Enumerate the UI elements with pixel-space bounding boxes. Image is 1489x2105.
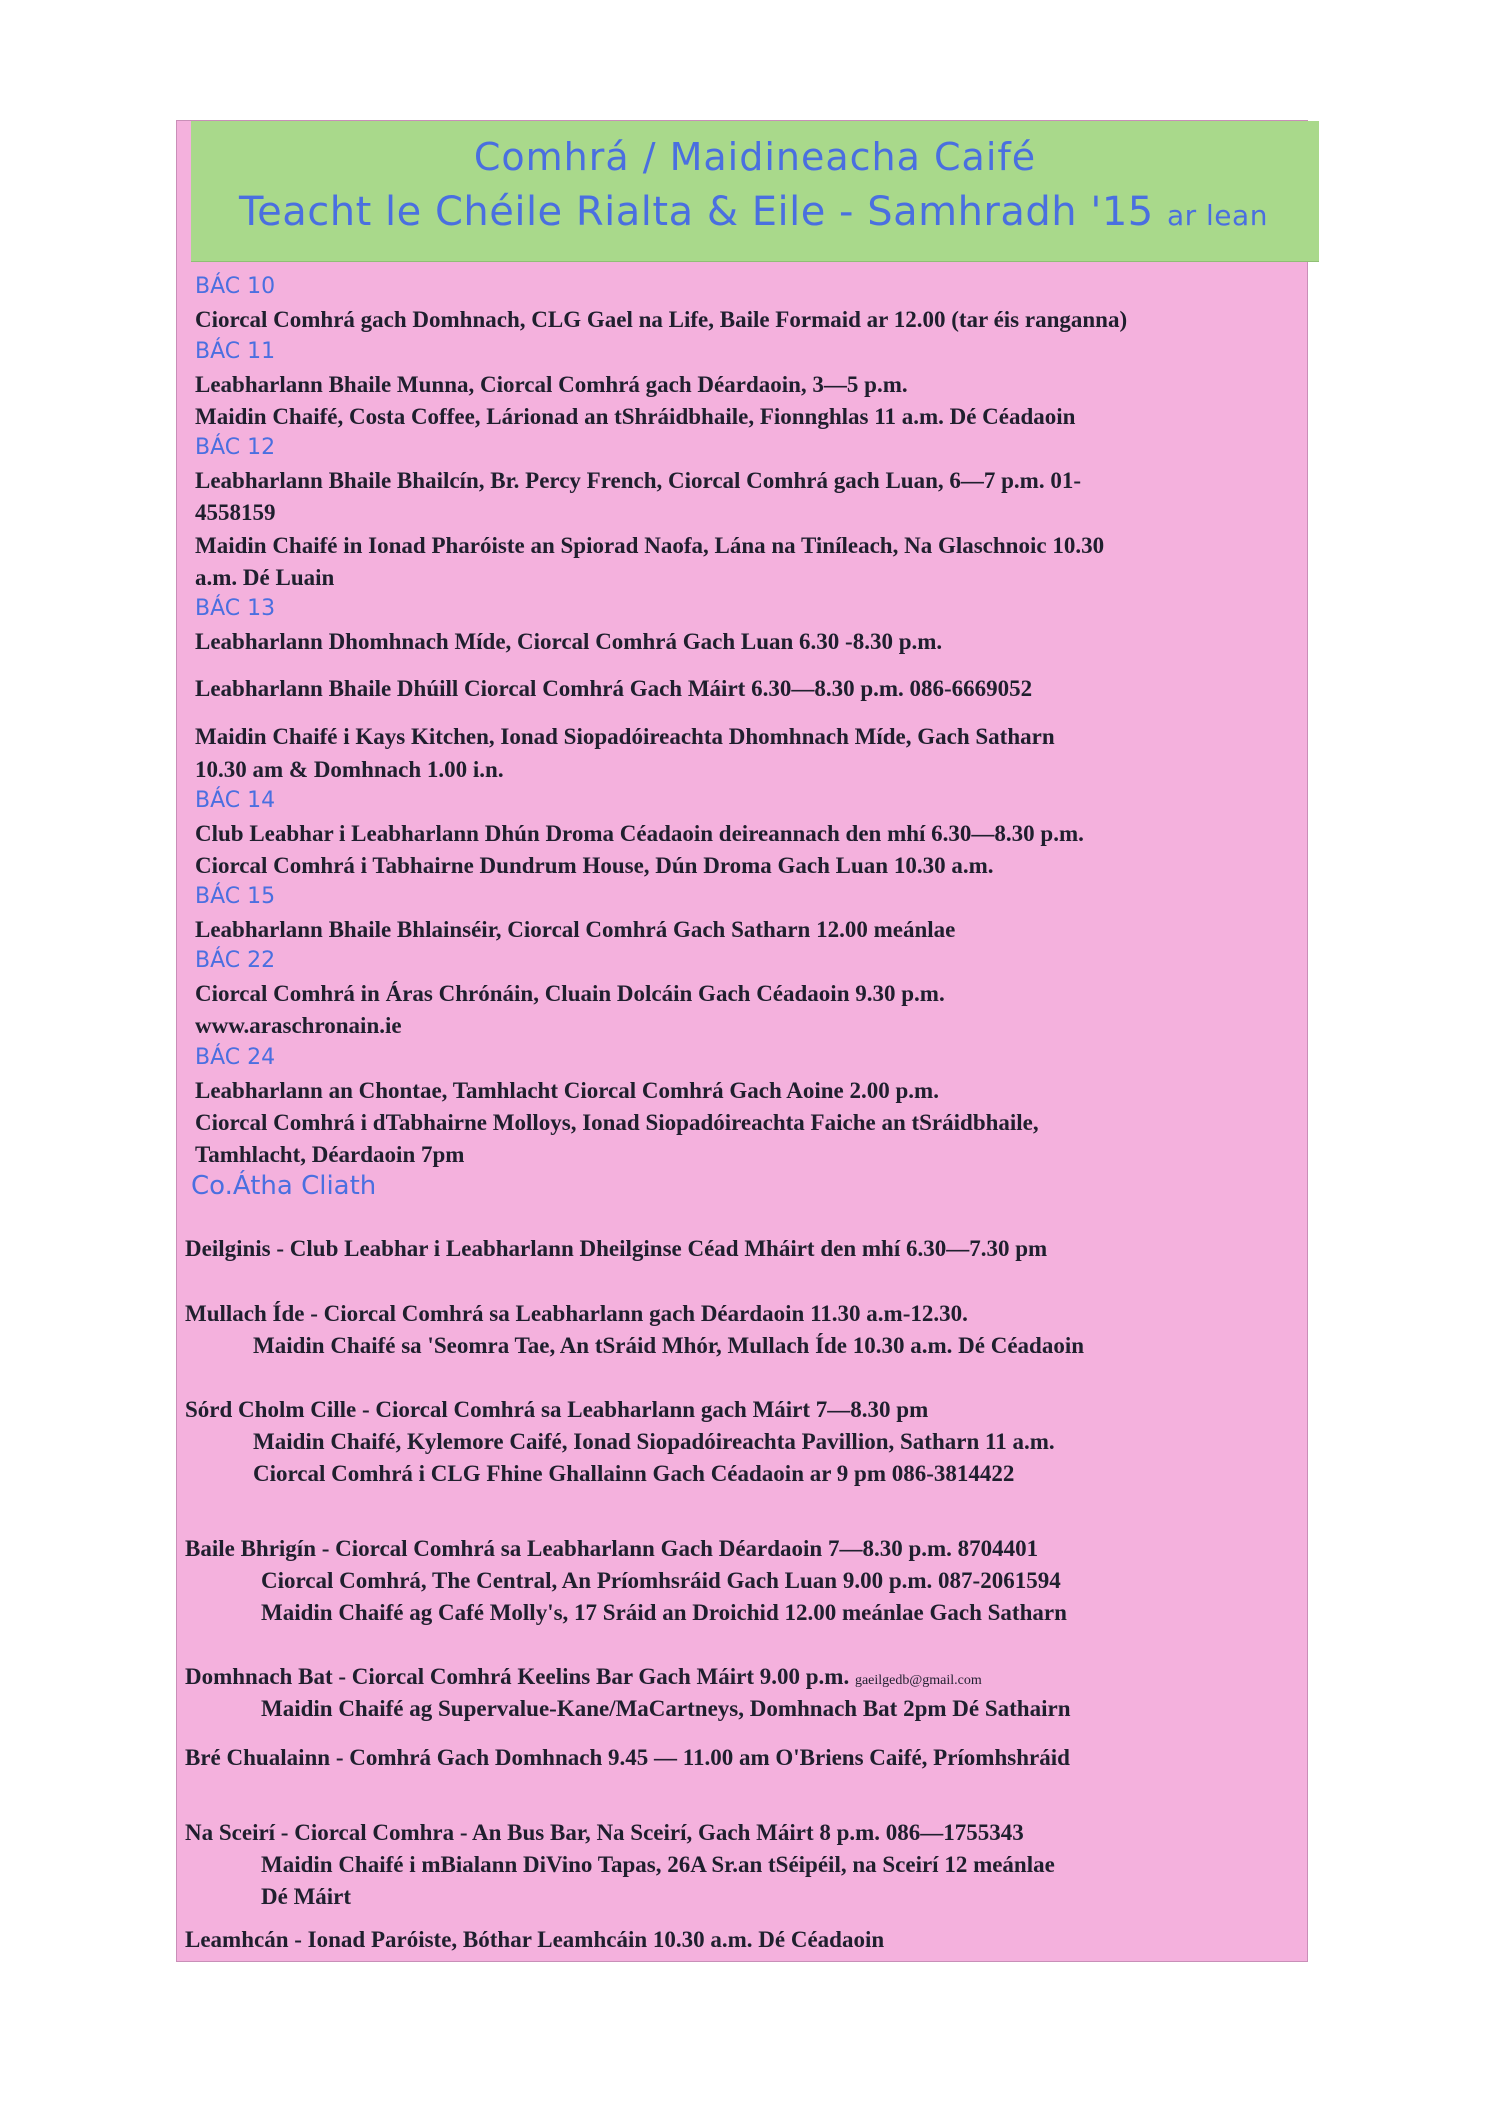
listing-line: Maidin Chaifé ag Supervalue-Kane/MaCartneys, Domhnach Bat 2pm Dé Sathairn xyxy=(261,1696,1071,1721)
section-bac12: BÁC 12 xyxy=(195,435,276,460)
listing-line: Maidin Chaifé i Kays Kitchen, Ionad Siopadóireachta Dhomhnach Míde, Gach Satharn xyxy=(195,724,1055,749)
listing-line: Maidin Chaifé, Costa Coffee, Lárionad an tShráidbhaile, Fionnghlas 11 a.m. Dé Céadaoin xyxy=(195,404,1076,429)
listing-line: Ciorcal Comhrá, The Central, An Príomhsráid Gach Luan 9.00 p.m. 087-2061594 xyxy=(261,1568,1061,1593)
section-co-atha-cliath: Co.Átha Cliath xyxy=(191,1171,377,1201)
listing-line: Ciorcal Comhrá i CLG Fhine Ghallainn Gach Céadaoin ar 9 pm 086-3814422 xyxy=(253,1461,1015,1486)
listing-line: Mullach Íde - Ciorcal Comhrá sa Leabharlann gach Déardaoin 11.30 a.m-12.30. xyxy=(185,1301,968,1326)
listing-line: Baile Bhrigín - Ciorcal Comhrá sa Leabharlann Gach Déardaoin 7—8.30 p.m. 8704401 xyxy=(185,1536,1039,1561)
listing-line: a.m. Dé Luain xyxy=(195,565,335,590)
listing-line: Sórd Cholm Cille - Ciorcal Comhrá sa Leabharlann gach Máirt 7—8.30 pm xyxy=(185,1397,929,1422)
listing-line: Bré Chualainn - Comhrá Gach Domhnach 9.45 — 11.00 am O'Briens Caifé, Príomhshráid xyxy=(185,1745,1070,1770)
header-subtitle-suffix: ar lean xyxy=(1166,199,1268,232)
listing-line: Maidin Chaifé in Ionad Pharóiste an Spiorad Naofa, Lána na Tiníleach, Na Glaschnoic 10.30 xyxy=(195,533,1105,558)
schedule-sheet xyxy=(176,120,1308,1962)
section-bac22: BÁC 22 xyxy=(195,948,276,973)
listing-line: Deilginis - Club Leabhar i Leabharlann Dheilginse Céad Mháirt den mhí 6.30—7.30 pm xyxy=(185,1236,1048,1261)
listing-line: Dé Máirt xyxy=(261,1884,352,1909)
listing-line: 4558159 xyxy=(195,500,276,525)
listing-line: Ciorcal Comhrá gach Domhnach, CLG Gael na Life, Baile Formaid ar 12.00 (tar éis ranganna) xyxy=(195,307,1128,332)
listing-line: Na Sceirí - Ciorcal Comhra - An Bus Bar, Na Sceirí, Gach Máirt 8 p.m. 086—1755343 xyxy=(185,1820,1024,1845)
listing-line: Ciorcal Comhrá i Tabhairne Dundrum House, Dún Droma Gach Luan 10.30 a.m. xyxy=(195,853,994,878)
listing-line: Tamhlacht, Déardaoin 7pm xyxy=(195,1142,465,1167)
header-title: Comhrá / Maidineacha Caifé xyxy=(473,135,1037,179)
listing-line: Leabharlann Dhomhnach Míde, Ciorcal Comhrá Gach Luan 6.30 -8.30 p.m. xyxy=(195,629,943,654)
listing-line: Leabharlann Bhaile Bhailcín, Br. Percy French, Ciorcal Comhrá gach Luan, 6—7 p.m. 01- xyxy=(195,468,1081,493)
listing-line: Leabharlann Bhaile Dhúill Ciorcal Comhrá Gach Máirt 6.30—8.30 p.m. 086-6669052 xyxy=(195,676,1033,701)
listing-line: Ciorcal Comhrá in Áras Chrónáin, Cluain Dolcáin Gach Céadaoin 9.30 p.m. xyxy=(195,981,945,1006)
section-bac13: BÁC 13 xyxy=(195,596,276,621)
listing-line: Leamhcán - Ionad Paróiste, Bóthar Leamhcáin 10.30 a.m. Dé Céadaoin xyxy=(185,1927,885,1952)
listing-line: Maidin Chaifé sa 'Seomra Tae, An tSráid Mhór, Mullach Íde 10.30 a.m. Dé Céadaoin xyxy=(253,1333,1085,1358)
listing-line: Maidin Chaifé i mBialann DiVino Tapas, 26A Sr.an tSéipéil, na Sceirí 12 meánlae xyxy=(261,1852,1055,1877)
section-bac15: BÁC 15 xyxy=(195,884,276,909)
listing-line: Ciorcal Comhrá i dTabhairne Molloys, Ionad Siopadóireachta Faiche an tSráidbhaile, xyxy=(195,1110,1039,1135)
listing-line: Domhnach Bat - Ciorcal Comhrá Keelins Bar Gach Máirt 9.00 p.m. gaeilgedb@gmail.com xyxy=(185,1664,982,1689)
section-bac14: BÁC 14 xyxy=(195,788,276,813)
listing-line: Leabharlann Bhaile Bhlainséir, Ciorcal Comhrá Gach Satharn 12.00 meánlae xyxy=(195,917,956,942)
listing-line: Maidin Chaifé, Kylemore Caifé, Ionad Siopadóireachta Pavillion, Satharn 11 a.m. xyxy=(253,1429,1055,1454)
listing-line: 10.30 am & Domhnach 1.00 i.n. xyxy=(195,757,504,782)
section-bac10: BÁC 10 xyxy=(195,274,276,299)
listing-line: www.araschronain.ie xyxy=(195,1013,402,1038)
listing-line: Leabharlann an Chontae, Tamhlacht Ciorcal Comhrá Gach Aoine 2.00 p.m. xyxy=(195,1078,939,1103)
listing-line: Leabharlann Bhaile Munna, Ciorcal Comhrá gach Déardaoin, 3—5 p.m. xyxy=(195,372,908,397)
listing-line: Maidin Chaifé ag Café Molly's, 17 Sráid an Droichid 12.00 meánlae Gach Satharn xyxy=(261,1600,1067,1625)
header-banner xyxy=(191,121,1319,262)
header-subtitle: Teacht le Chéile Rialta & Eile - Samhradh '15 ar lean xyxy=(239,189,1268,235)
email-address: gaeilgedb@gmail.com xyxy=(854,1673,982,1688)
section-bac11: BÁC 11 xyxy=(195,339,276,364)
section-bac24: BÁC 24 xyxy=(195,1045,276,1070)
listing-line: Club Leabhar i Leabharlann Dhún Droma Céadaoin deireannach den mhí 6.30—8.30 p.m. xyxy=(195,821,1084,846)
